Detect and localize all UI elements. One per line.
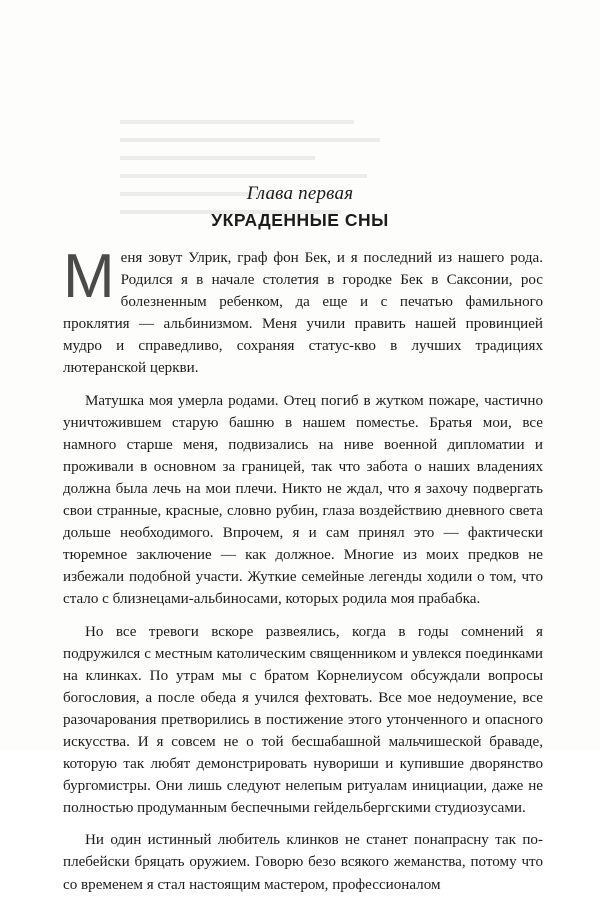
paragraph-4: Ни один истинный любитель клинков не станет понапрасну так по-плебейски бряцать оружием. Говорю безо всякого жеманства, потому что со временем я стал настоящим мастером, профессионалом: [63, 832, 543, 893]
chapter-title: УКРАДЕННЫЕ СНЫ: [211, 210, 389, 230]
drop-cap: М: [63, 242, 115, 311]
paragraph-3: Но все тревоги вскоре развеялись, когда в годы сомнений я подружился с местным католическим священником и увлекся поединками на клинках. По утрам мы с братом Корнелиусом обсуждали вопросы богословия, а после обеда я учился фехтовать. Все мое недоумение, все разочарования претворились в постижение этого утонченного и опасного искусства. И я совсем не о той бесшабашной мальчишеской браваде, которую так любят демонстрировать нувориши и купившие дворянство бургомистры. Они лишь следуют нелепым ритуалам инициации, даже не полностью продуманным беспечными гейдельбергскими студиозусами.: [63, 623, 543, 817]
body-text: [63, 242, 543, 906]
chapter-heading: [0, 183, 600, 232]
paragraph-1: [63, 242, 543, 380]
chapter-number: Глава первая: [246, 183, 354, 204]
paragraph-1-text: еня зовут Улрик, граф фон Бек, и я последний из нашего рода. Родился я в начале столетия в городке Бек в Саксонии, рос болезненным ребенком, да еще и с печатью фамильного проклятия — альбинизмом. Меня учили править нашей провинцией мудро и справедливо, сохраняя статус-кво в лучших традициях лютеранской церкви.: [63, 250, 543, 377]
paragraph-2: Матушка моя умерла родами. Отец погиб в жутком пожаре, частично уничтожившем старую башню в нашем поместье. Братья мои, все намного старше меня, подвизались на ниве военной дипломатии и проживали в основном за границей, так что забота о наших владениях должна была лечь на мои плечи. Никто не ждал, что я захочу подвергать свои странные, красные, словно рубин, глаза воздействию дневного света дольше необходимого. Впрочем, я и сам принял это — фактически тюремное заключение — как должное. Многие из моих предков не избежали подобной участи. Жуткие семейные легенды ходили о том, что стало с близнецами-альбиносами, которых родила моя прабабка.: [63, 392, 543, 608]
